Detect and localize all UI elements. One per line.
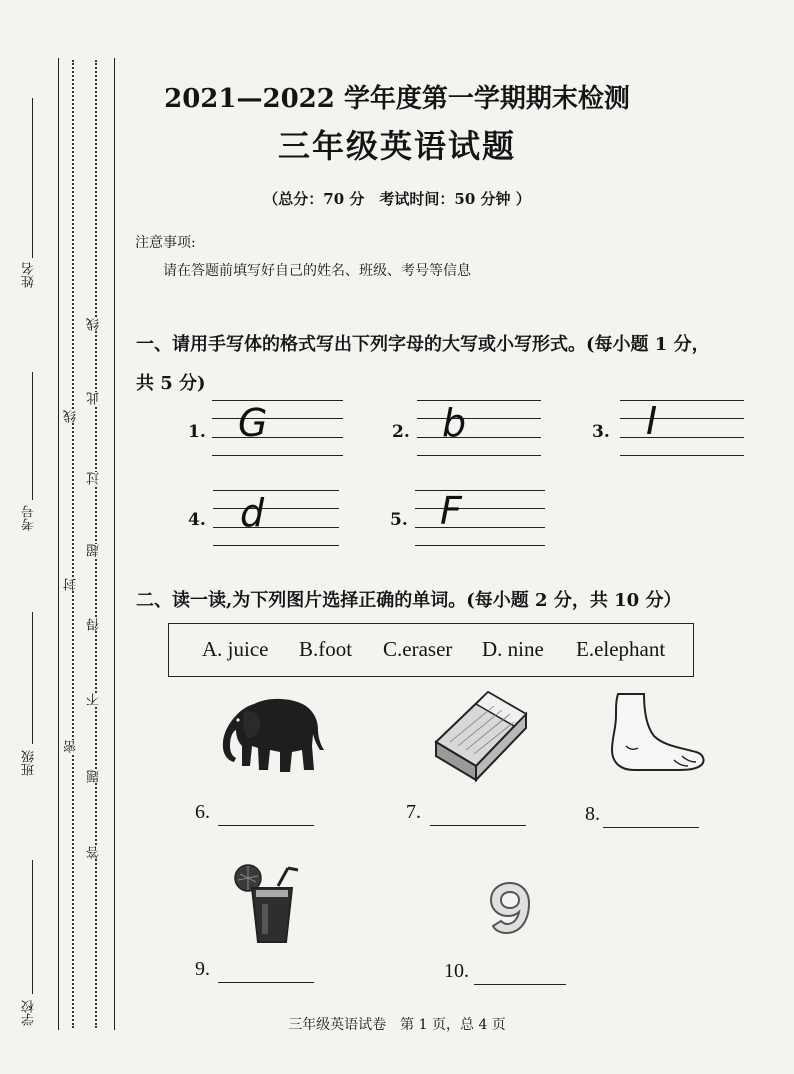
answer-blank[interactable] [218,982,314,983]
elephant-icon [214,690,330,778]
field-class-line[interactable] [32,612,33,744]
handwritten-letter: F [440,489,462,533]
notice-heading: 注意事项: [135,235,196,251]
section2-instruction: 二、读一读,为下列图片选择正确的单词。(每小题 2 分，共 10 分） [136,590,682,611]
four-line-grid[interactable] [213,490,339,546]
warning-char: 答 [87,846,102,859]
field-school-label: 学校 [22,1000,37,1026]
field-name-label: 姓名 [22,262,37,288]
handwritten-letter: G [238,401,268,445]
eraser-icon [430,684,534,786]
word-option: A. juice [202,637,269,661]
handwritten-letter: d [240,491,265,535]
field-school-line[interactable] [32,860,33,994]
warning-char: 此 [87,392,102,405]
word-option: E.elephant [576,637,666,661]
warning-char: 超 [87,544,102,557]
question-number: 1. [188,422,206,442]
word-option: D. nine [482,637,544,661]
question-number: 4. [188,510,206,530]
word-option: C.eraser [383,637,453,661]
foot-icon [604,690,708,774]
answer-blank[interactable] [430,825,526,826]
question-number: 9. [195,958,210,980]
word-option: B.foot [299,637,353,661]
seal-char: 线 [64,410,79,423]
warning-char: 线 [87,318,102,331]
four-line-grid[interactable] [620,400,744,456]
answer-blank[interactable] [603,827,699,828]
handwritten-letter: I [646,399,658,443]
exam-title: 2021—2022 学年度第一学期期末检测 [164,84,630,114]
score-info: （总分：70 分 考试时间：50 分钟 ） [263,190,531,208]
field-class-label: 班级 [22,750,37,776]
question-number: 7. [406,801,421,823]
warning-char: 过 [87,472,102,485]
warning-char: 题 [87,770,102,783]
seal-char: 封 [64,578,79,591]
question-number: 8. [585,803,600,825]
page-footer: 三年级英语试卷 第 1 页，总 4 页 [288,1017,506,1033]
section1-instruction-cont: 共 5 分) [136,373,206,394]
four-line-grid[interactable] [415,490,545,546]
question-number: 2. [392,422,410,442]
answer-blank[interactable] [474,984,566,985]
section1-instruction: 一、请用手写体的格式写出下列字母的大写或小写形式。(每小题 1 分， [136,334,710,355]
exam-subtitle: 三年级英语试题 [277,127,516,165]
question-number: 5. [390,510,408,530]
field-exam-number-line[interactable] [32,372,33,500]
question-number: 6. [195,801,210,823]
question-number: 10. [444,960,469,982]
handwritten-letter: b [442,401,467,445]
four-line-grid[interactable] [417,400,541,456]
warning-char: 不 [87,693,102,706]
field-exam-number-label: 考号 [22,505,37,531]
warning-char: 得 [87,618,102,631]
notice-text: 请在答题前填写好自己的姓名、班级、考号等信息 [163,263,471,279]
four-line-grid[interactable] [212,400,343,456]
seal-char: 密 [64,740,79,753]
question-number: 3. [592,422,610,442]
answer-blank[interactable] [218,825,314,826]
juice-icon [230,862,302,946]
nine-icon [488,880,532,936]
